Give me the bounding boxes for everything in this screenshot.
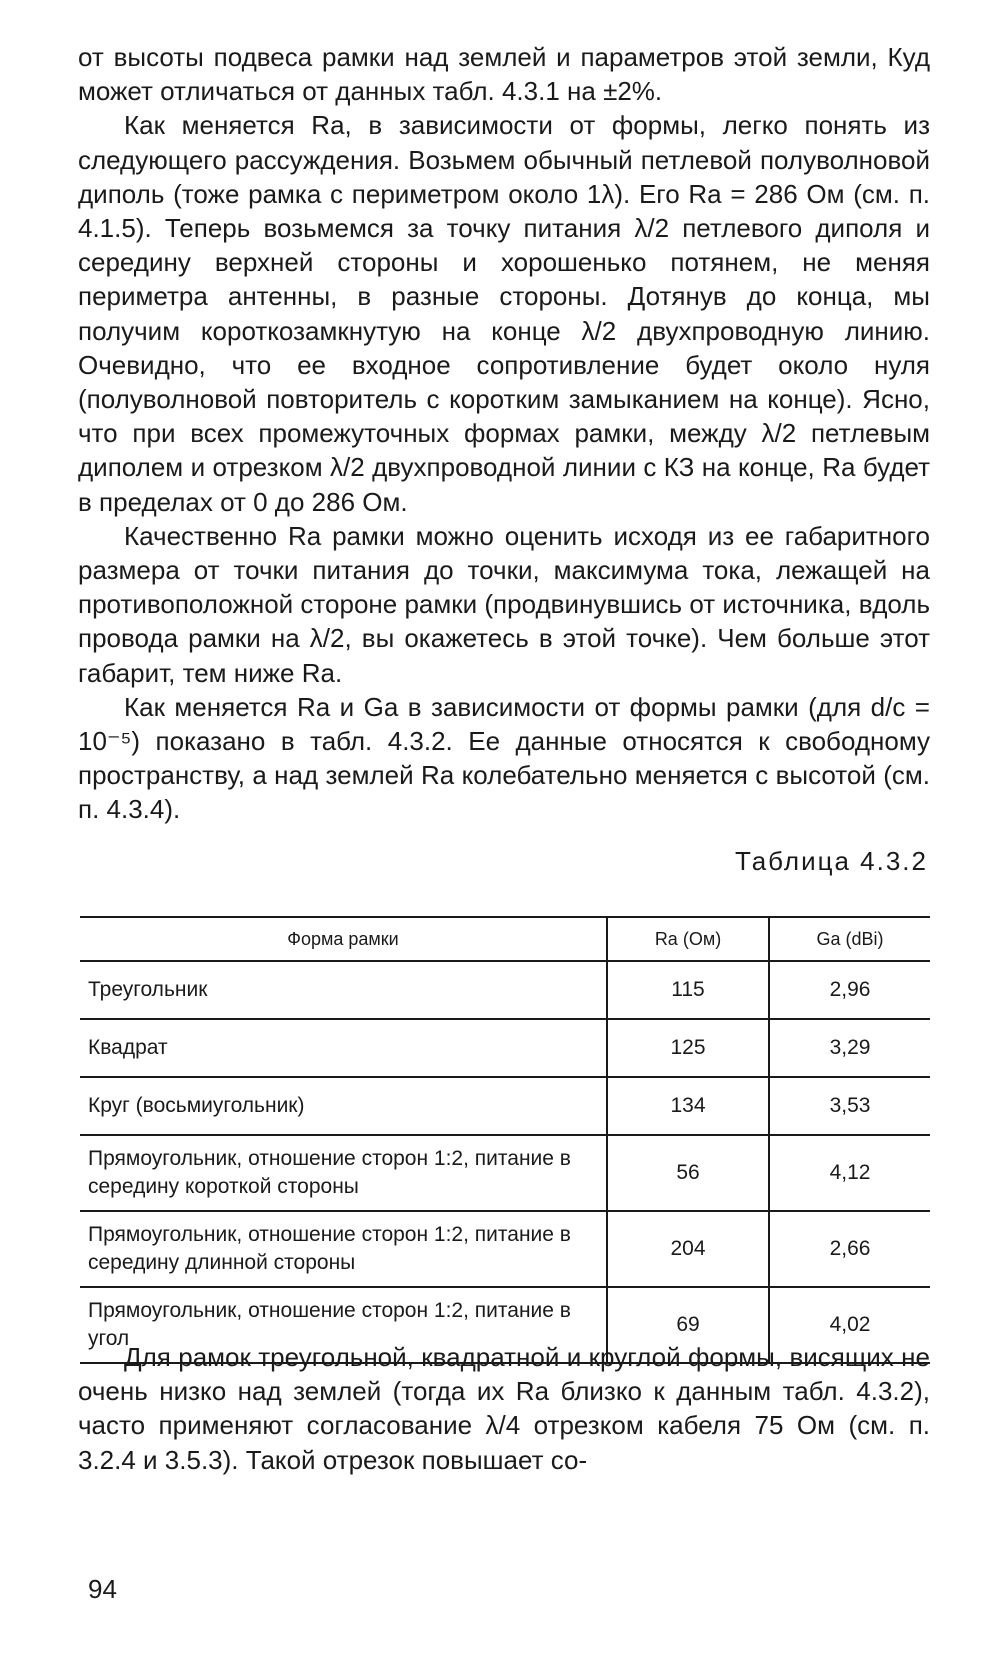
cell-shape: Прямоугольник, отношение сторон 1:2, питание в середину короткой стороны	[80, 1135, 607, 1211]
cell-shape: Прямоугольник, отношение сторон 1:2, питание в угол	[80, 1287, 607, 1363]
table-row	[80, 1019, 930, 1077]
column-header-ga: Ga (dBi)	[769, 917, 930, 961]
cell-ra: 56	[607, 1135, 769, 1211]
cell-ra: 125	[607, 1019, 769, 1077]
cell-ra: 69	[607, 1287, 769, 1363]
column-header-shape: Форма рамки	[80, 917, 607, 961]
paragraph: Для рамок треугольной, квадратной и круглой формы, висящих не очень низко над землей (тогда их Ra близко к данным табл. 4.3.2), часто применяют согласование λ/4 отрезком кабеля 75 Ом (см. п. 3.2.4 и 3.5.3). Такой отрезок повышает со-	[78, 1342, 930, 1475]
table-row	[80, 1077, 930, 1135]
table-row	[80, 1211, 930, 1287]
body-text-top	[78, 40, 930, 827]
cell-ra: 115	[607, 961, 769, 1019]
paragraph: от высоты подвеса рамки над землей и параметров этой земли, Куд может отличаться от данных табл. 4.3.1 на ±2%.	[78, 42, 930, 107]
cell-ga: 2,66	[769, 1211, 930, 1287]
cell-shape: Круг (восьмиугольник)	[80, 1077, 607, 1135]
cell-ga: 4,12	[769, 1135, 930, 1211]
cell-shape: Треугольник	[80, 961, 607, 1019]
cell-ra: 134	[607, 1077, 769, 1135]
cell-ra: 204	[607, 1211, 769, 1287]
cell-shape: Квадрат	[80, 1019, 607, 1077]
paragraph: Как меняется Ra и Ga в зависимости от формы рамки (для d/c = 10⁻⁵) показано в табл. 4.3.2. Ее данные относятся к свободному пространству, а над землей Ra колебательно меняется с высотой (см. п. 4.3.4).	[78, 691, 930, 825]
cell-shape: Прямоугольник, отношение сторон 1:2, питание в середину длинной стороны	[80, 1211, 607, 1287]
cell-ga: 4,02	[769, 1287, 930, 1363]
body-text-bottom	[78, 1340, 930, 1477]
paragraph: Качественно Ra рамки можно оценить исходя из ее габаритного размера от точки питания до точки, максимума тока, лежащей на противоположной стороне рамки (продвинувшись от источника, вдоль провода рамки на λ/2, вы окажетесь в этой точке). Чем больше этот габарит, тем ниже Ra.	[78, 520, 930, 688]
cell-ga: 3,53	[769, 1077, 930, 1135]
table-caption: Таблица 4.3.2	[735, 846, 928, 876]
loop-shape-table	[80, 916, 930, 1364]
table-header-row	[80, 917, 930, 961]
table-row	[80, 1135, 930, 1211]
column-header-ra: Ra (Ом)	[607, 917, 769, 961]
cell-ga: 2,96	[769, 961, 930, 1019]
paragraph: Как меняется Ra, в зависимости от формы, легко понять из следующего рассуждения. Возьмем обычный петлевой полуволновой диполь (тоже рамка с периметром около 1λ). Его Ra = 286 Ом (см. п. 4.1.5). Теперь возьмемся за точку питания λ/2 петлевого диполя и середину верхней стороны и хорошенько потянем, не меняя периметра антенны, в разные стороны. Дотянув до конца, мы получим короткозамкнутую на конце λ/2 двухпроводную линию. Очевидно, что ее входное сопротивление будет около нуля (полуволновой повторитель с коротким замыканием на конце). Ясно, что при всех промежуточных формах рамки, между λ/2 петлевым диполем и отрезком λ/2 двухпроводной линии с КЗ на конце, Ra будет в пределах от 0 до 286 Ом.	[78, 110, 930, 517]
cell-ga: 3,29	[769, 1019, 930, 1077]
page-number: 94	[88, 1574, 117, 1604]
table-row	[80, 961, 930, 1019]
